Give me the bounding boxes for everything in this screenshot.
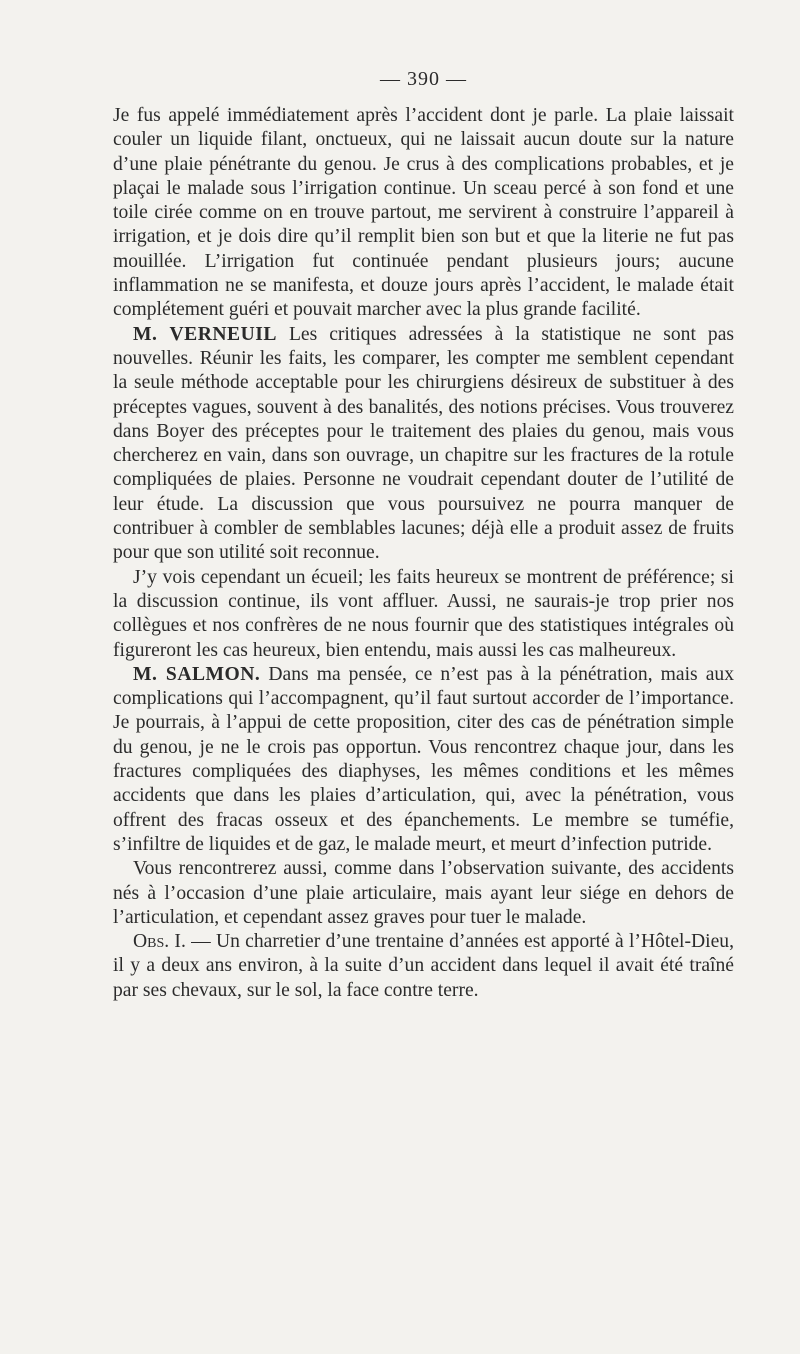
paragraph-text: Les critiques adressées à la statistique ne sont pas nouvelles. Réunir les faits, les comparer, les compter me semblent cependant la seule méthode acceptable pour les chirurgiens désireux de substituer à des préceptes vagues, souvent à des banalités, des notions précises. Vous trouverez dans Boyer des préceptes pour le traitement des plaies du genou, mais vous chercherez en vain, dans son ouvrage, un chapitre sur les fractures de la rotule compliquées de plaies. Personne ne voudrait cependant douter de l’utilité de leur étude. La discussion que vous poursuivez ne pourra manquer de contribuer à combler de semblables lacunes; déjà elle a produit assez de fruits pour que son utilité soit reconnue. [113,323,735,564]
page-number: — 390 — [380,68,467,90]
paragraph-1 [113,104,734,323]
paragraph-text: J’y vois cependant un écueil; les faits heureux se montrent de préférence; si la discussion continue, ils vont affluer. Aussi, ne saurais-je trop prier nos collègues et nos confrères de ne nous fournir que des statistiques intégrales où figureront les cas heureux, bien entendu, mais aussi les cas malheureux. [113,566,734,661]
paragraph-verneuil [113,323,734,566]
paragraph-text: Un charretier d’une trentaine d’années est apporté à l’Hôtel-Dieu, il y a deux ans environ, à la suite d’un accident dans lequel il avait été traîné par ses chevaux, sur le sol, la face contre terre. [113,931,734,1001]
paragraph-3 [113,566,734,663]
paragraph-observation [113,930,734,1003]
observation-label: Obs. I. — [133,931,211,953]
speaker-name: M. VERNEUIL [133,323,277,345]
paragraph-5 [113,857,734,930]
speaker-name: M. SALMON. [133,663,261,685]
paragraph-salmon [113,663,734,857]
paragraph-text: Dans ma pensée, ce n’est pas à la pénétration, mais aux complications qui l’accompagnent, qu’il faut surtout accorder de l’importance. Je pourrais, à l’appui de cette proposition, citer des cas de pénétration simple du genou, je ne le crois pas opportun. Vous rencontrez chaque jour, dans les fractures compliquées des diaphyses, les mêmes conditions et les mêmes accidents que dans les plaies d’articulation, qui, avec la pénétration, vous offrent des fracas osseux et des épanchements. Le membre se tuméfie, s’infiltre de liquides et de gaz, le malade meurt, et meurt d’infection putride. [113,663,734,855]
paragraph-text: Je fus appelé immédiatement après l’accident dont je parle. La plaie laissait couler un liquide filant, onctueux, qui ne laissait aucun doute sur la nature d’une plaie pénétrante du genou. Je crus à des complications probables, et je plaçai le malade sous l’irrigation continue. Un sceau percé à son fond et une toile cirée comme on en trouve partout, me servirent à construire l’appareil à irrigation, et je dois dire qu’il remplit bien son but et que la literie ne fut pas mouillée. L’irrigation fut continuée pendant plusieurs jours; aucune inflammation ne se manifesta, et douze jours après l’accident, le malade était complétement guéri et pouvait marcher avec la plus grande facilité. [113,105,734,321]
paragraph-text: Vous rencontrerez aussi, comme dans l’observation suivante, des accidents nés à l’occasion d’une plaie articulaire, mais ayant leur siége en dehors de l’articulation, et cependant assez graves pour tuer le malade. [113,858,734,928]
page-body [113,104,734,1003]
